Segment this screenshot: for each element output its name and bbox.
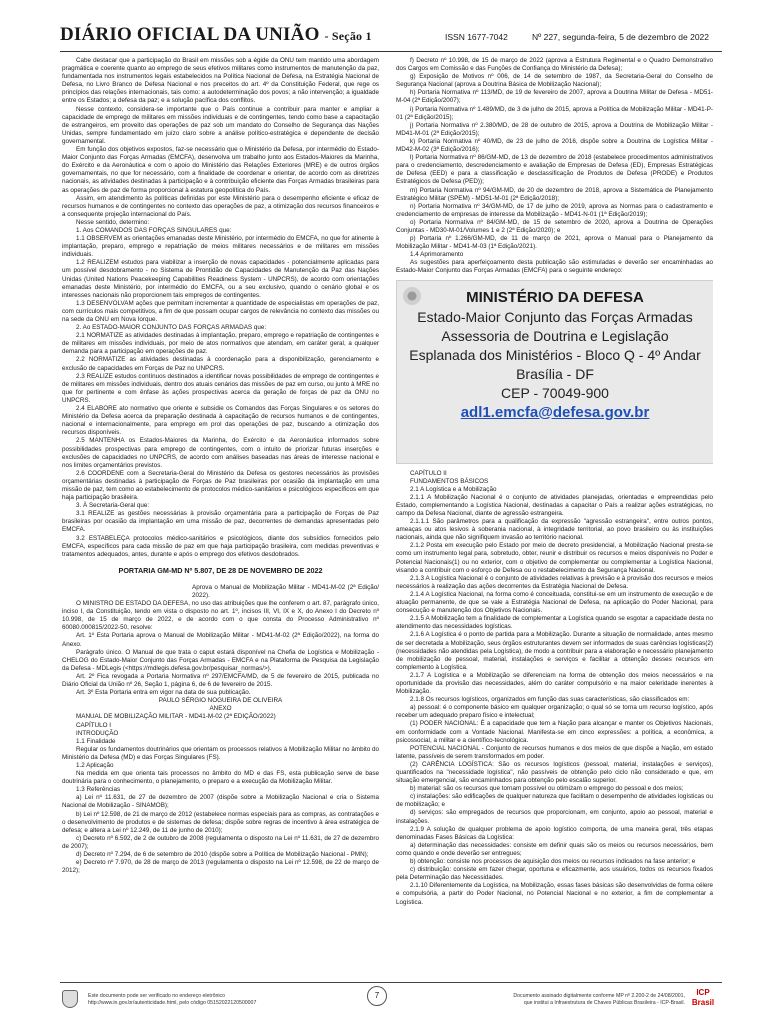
- masthead: [60, 24, 372, 46]
- paragraph: (1) PODER NACIONAL: É a capacidade que tem a Nação para alcançar e manter os Objetivos Nacionais, em conformidade com a Vontade Nacional. Manifesta-se em cinco expressões: a política, a econômica, a psicossocial, a militar e a científico-tecnológica.: [396, 720, 713, 744]
- paragraph: 1.3 DESENVOLVAM ações que permitam incrementar a quantidade de especialistas em operações de paz, com currículos mais competitivos, a fim de que possam ocupar cargos de relevância no contexto das missões ou na sede da ONU em Nova Iorque.: [62, 299, 379, 323]
- footer-right-line-1: Documento assinado digitalmente conforme MP nº 2.200-2 de 24/08/2001,: [513, 993, 685, 999]
- paragraph: Nesse sentido, determino:: [76, 218, 150, 226]
- paragraph: 2.1.4 A Logística Nacional, na forma como é conceituada, constitui-se em um instrumento de execução e de atuação permanente, de que se vale a Estratégia Nacional de Defesa, na aplicação do Poder Nacional, para consecução e manutenção dos Objetivos Nacionais.: [396, 590, 713, 615]
- paragraph: 2.1.6 A Logística é o ponto de partida para a Mobilização. Durante a situação de normalidade, antes mesmo de ser decretada a Mobilização, seus órgãos estruturantes devem ser informados de suas carências logísticas(2) (necessidades não atendidas pela Logística), de modo a contribuir para a elaboração e necessário planejamento de mobilização de pessoal, material, instalações e serviços e facilitar a obtenção desses recursos em complemento à Logística.: [396, 631, 713, 671]
- paragraph: Assim, em atendimento às políticas definidas por este Ministério para o desempenho eficiente e eficaz de recursos humanos e de contingentes no contexto das operações de paz, a otimização dos recursos financeiros e a consequente projeção internacional do País.: [62, 194, 379, 218]
- paragraph: 2.1.9 A solução de qualquer problema de apoio logístico comporta, de uma maneira geral, três etapas denominadas Fases Básicas da Logística:: [396, 825, 713, 841]
- paragraph: 3. À Secretaria-Geral que:: [76, 502, 150, 510]
- paragraph: b) material: são os recursos que tornam possível ou otimizam o emprego do pessoal e dos meios;: [410, 785, 684, 793]
- paragraph: c) Decreto nº 6.592, de 2 de outubro de 2008 (regulamenta o disposto na Lei nº 11.631, de 27 de dezembro de 2007);: [62, 834, 379, 850]
- icp-brasil-logo: ICP Brasil: [691, 988, 715, 1007]
- right-column: [396, 57, 713, 972]
- paragraph: 3.2 ESTABELEÇA protocolos médico-sanitários e psicológicos, diante dos subsídios fornecidos pelo EMCFA, específicos para cada missão de paz em que haja participação brasileira, com medidas preventivas e tratamentos adequados, antes, durante e após o emprego dos efetivos desdobrados.: [62, 534, 379, 558]
- paragraph: 2.4 ELABORE ato normativo que oriente e subsidie os Comandos das Forças Singulares e os setores do Ministério da Defesa acerca da preparação destinada à capacitação de recursos humanos e de contingentes, nacional e internacionalmente, para emprego em prol das operações de paz, buscando a otimização dos recursos disponíveis.: [62, 405, 379, 437]
- paragraph: FUNDAMENTOS BÁSICOS: [410, 477, 489, 485]
- footer-verification: [60, 993, 340, 1007]
- paragraph: PORTARIA GM-MD Nº 5.807, DE 28 DE NOVEMBRO DE 2022: [118, 565, 323, 575]
- footer-rule: [60, 982, 722, 983]
- address-line-2: Estado-Maior Conjunto das Forças Armadas: [417, 308, 693, 325]
- paragraph: CAPÍTULO I: [76, 721, 111, 729]
- paragraph: 2.1.2 Posta em execução pelo Estado por meio de decreto presidencial, a Mobilização Nacional presta-se como um instrumento legal para, sobretudo, obter, reunir e distribuir os recursos e meios disponíveis no Poder e Potencial Nacionais(1) ou no exterior, com o objetivo de complementar ou complementar a Logística Nacional, visando a contribuir com o esforço de Defesa ou o restabelecimento da Segurança Nacional.: [396, 542, 713, 574]
- paragraph: j) Portaria Normativa nº 2.380/MD, de 28 de outubro de 2015, aprova a Doutrina de Mobilização Militar - MD41-M-01 (2ª Edição/2015);: [396, 121, 713, 137]
- paragraph: 1.1 Finalidade: [76, 737, 116, 745]
- paragraph: a) Lei nº 11.631, de 27 de dezembro de 2007 (dispõe sobre a Mobilização Nacional e cria o Sistema Nacional de Mobilização - SINAMOB);: [62, 794, 379, 810]
- address-line-4: Esplanada dos Ministérios - Bloco Q - 4º Andar: [409, 346, 701, 363]
- paragraph: Art. 1º Esta Portaria aprova o Manual de Mobilização Militar - MD41-M-02 (2ª Edição/2022), na forma do Anexo.: [62, 632, 379, 648]
- paragraph: As sugestões para aperfeiçoamento desta publicação são estimuladas e deverão ser encaminhadas ao Estado-Maior Conjunto das Forças Armadas (EMCFA) para o seguinte endereço:: [396, 259, 713, 275]
- section-label: - Seção 1: [324, 29, 372, 43]
- paragraph: n) Portaria Normativa nº 34/GM-MD, de 17 de julho de 2019, aprova as Normas para o cadastramento e credenciamento de empresas de interesse da Mobilização - MD41-N-01 (1ª Edição/2019);: [396, 202, 713, 218]
- paragraph: 2.1 NORMATIZE as atividades destinadas à implantação, preparo, emprego e repatriação de contingentes e de militares em missões individuais, por meio de atos normativos que atendam, em caráter geral, a qualquer demanda para a participação em operações de paz.: [62, 332, 379, 356]
- footer-right-line-2: que institui a Infraestrutura de Chaves Públicas Brasileira - ICP-Brasil.: [523, 1000, 685, 1006]
- edition-label: Nº 227, segunda-feira, 5 de dezembro de 2022: [532, 32, 710, 42]
- paragraph: Na medida em que orienta tais processos no âmbito do MD e das FS, esta publicação serve de base doutrinária para o conhecimento, o planejamento, o preparo e a execução da Mobilização Militar.: [62, 770, 379, 786]
- paragraph: o) Portaria Normativa nº 84/GM-MD, de 15 de setembro de 2020, aprova a Doutrina de Operações Conjuntas - MD30-M-01/Volumes 1 e 2 (2ª Edição/2020); e: [396, 218, 713, 234]
- paragraph: 1. Aos COMANDOS DAS FORÇAS SINGULARES que:: [76, 226, 232, 234]
- address-line-3: Assessoria de Doutrina e Legislação: [441, 327, 669, 344]
- paragraph: Parágrafo único. O Manual de que trata o caput estará disponível na Chefia de Logística e Mobilização - CHELOG do Estado-Maior Conjunto das Forças Armadas - EMCFA e na Plataforma de Pesquisa da Legislação da Defesa - MDLegis (<https://mdlegis.defesa.gov.br/pesquisar_normas/>).: [62, 648, 379, 672]
- paragraph: 2.1.3 A Logística Nacional é o conjunto de atividades relativas à previsão e à provisão dos recursos e meios necessários à realização das ações decorrentes da Estratégia Nacional de Defesa.: [396, 574, 713, 590]
- address-box: [396, 280, 713, 464]
- left-column: [62, 57, 379, 972]
- paragraph: O MINISTRO DE ESTADO DA DEFESA, no uso das atribuições que lhe conferem o art. 87, parágrafo único, inciso I, da Constituição, tendo em vista o disposto no art. 1º, incisos III, VI, IX e X, do Anexo I do Decreto nº 10.998, de 15 de março de 2022, e de acordo com o que consta do Processo Administrativo nº 60080.000815/2022-50, resolve:: [62, 600, 379, 632]
- address-line-6: CEP - 70049-900: [501, 384, 609, 401]
- paragraph: k) Portaria Normativa nº 40/MD, de 23 de julho de 2016, dispõe sobre a Doutrina de Logística Militar - MD42-M-02 (3ª Edição/2016);: [396, 137, 713, 154]
- paragraph: POTENCIAL NACIONAL - Conjunto de recursos humanos e dos meios de que dispõe a Nação, em estado latente, passíveis de serem transformados em poder.: [396, 744, 713, 760]
- paragraph: m) Portaria Normativa nº 94/GM-MD, de 20 de dezembro de 2018, aprova a Sistemática de Planejamento Estratégico Militar (SPEM) - MD51-M-01 (2ª Edição/2018);: [396, 186, 713, 202]
- paragraph: 1.4 Aprimoramento: [410, 251, 464, 259]
- paragraph: 2.1.1 A Mobilização Nacional é o conjunto de atividades planejadas, orientadas e empreendidas pelo Estado, complementando a Logística Nacional, destinadas a capacitar o País a realizar ações estratégicas, no campo da Defesa Nacional, diante de agressão estrangeira.: [396, 493, 713, 517]
- footer-signature-note: [495, 993, 685, 1007]
- paragraph: 2. Ao ESTADO-MAIOR CONJUNTO DAS FORÇAS ARMADAS que:: [76, 324, 267, 332]
- header-rule: [60, 51, 722, 52]
- paragraph: 2.1 A Logística e a Mobilização: [410, 485, 497, 493]
- footer-left-line-1: Este documento pode ser verificado no endereço eletrônico: [88, 993, 225, 999]
- paragraph: Art. 3º Esta Portaria entra em vigor na data de sua publicação.: [76, 689, 251, 697]
- address-line-1: MINISTÉRIO DA DEFESA: [466, 288, 644, 306]
- paragraph: c) distribuição: consiste em fazer chegar, oportuna e eficazmente, aos usuários, todos os recursos fixados pela Determinação das Necessidades.: [396, 866, 713, 882]
- paragraph: i) Portaria Normativa nº 1.489/MD, de 3 de julho de 2015, aprova a Política de Mobilização Militar - MD41-P-01 (2ª Edição/2015);: [396, 105, 713, 121]
- paragraph: 2.6 COORDENE com a Secretaria-Geral do Ministério da Defesa os gestores necessários às provisões orçamentárias destinadas à participação de Forças de Paz brasileiras por ocasião da implantação em uma missão de paz, tem como ao estabelecimento de protocolos médico-sanitários e psicológicos específicos em que haja participação brasileira.: [62, 469, 379, 502]
- defense-logo-icon: [403, 287, 421, 305]
- paragraph: f) Decreto nº 10.998, de 15 de março de 2022 (aprova a Estrutura Regimental e o Quadro Demonstrativo dos Cargos em Comissão e das Funções de Confiança do Ministério da Defesa);: [396, 57, 713, 73]
- paragraph: MANUAL DE MOBILIZAÇÃO MILITAR - MD41-M-02 (2ª EDIÇÃO/2022): [76, 713, 276, 721]
- paragraph: 1.2 REALIZEM estudos para viabilizar a inserção de novas capacidades - potencialmente aplicadas para um possível desdobramento - no Sistema de Prontidão de Capacidades de Manutenção da Paz das Nações Unidas (United Nations Peacekeeping Capabilities Readiness System - UNPCRS), de acordo com orientações emanadas deste Ministério, por intermédio do EMCFA, ou a seu exclusivo, quando o cenário global e os interesses nacionais não proporcionem tais empregos de contingentes.: [62, 259, 379, 299]
- issn-label: ISSN 1677-7042: [445, 32, 508, 42]
- paragraph: 2.3 REALIZE estudos contínuos destinados a identificar novas possibilidades de emprego de contingentes e de militares em missões individuais, dentro dos atuais cenários das missões de paz em curso, ou junto à MRE no que for pertinente e com ênfase às ações prospectivas acerca da geração de forças de paz da ONU no UNPCRS.: [62, 372, 379, 404]
- masthead-title: DIÁRIO OFICIAL DA UNIÃO: [60, 24, 320, 45]
- right-column-top: [396, 57, 713, 276]
- paragraph: e) Decreto nº 7.970, de 28 de março de 2013 (regulamenta o disposto na Lei nº 12.598, de 22 de março de 2012);: [62, 859, 379, 875]
- address-line-5: Brasília - DF: [516, 365, 594, 382]
- paragraph: 1.2 Aplicação: [76, 761, 114, 769]
- paragraph: Regular os fundamentos doutrinários que orientam os processos relativos à Mobilização Militar no âmbito do Ministério da Defesa (MD) e das Forças Singulares (FS).: [62, 745, 379, 761]
- right-column-bottom: [396, 470, 713, 907]
- paragraph: Em função dos objetivos expostos, faz-se necessário que o Ministério da Defesa, por intermédio do Estado-Maior Conjunto das Forças Armadas (EMCFA), desenvolva um trabalho junto aos Estados-Maiores da Marinha, do Exército e da Aeronáutica e com o apoio do Ministério das Relações Exteriores (MRE) e de outros órgãos governamentais, no que for necessário, com a finalidade de coordenar e orientar, de acordo com as diretrizes nacionais, as atividades destinadas à participação e à contribuição eficiente das Forças Armadas brasileiras para as operações de paz de forma proporcional à estatura geopolítica do País.: [62, 146, 379, 194]
- paragraph: ANEXO: [209, 705, 232, 713]
- paragraph: g) Exposição de Motivos nº 006, de 14 de setembro de 1987, da Secretaria-Geral do Conselho de Segurança Nacional (aprova a Doutrina Básica de Mobilização Nacional);: [396, 73, 713, 89]
- paragraph: d) serviços: são empregados de recursos que proporcionam, em conjunto, apoio ao pessoal, material e instalações.: [396, 809, 713, 825]
- paragraph: d) Decreto nº 7.294, de 6 de setembro de 2010 (dispõe sobre a Política de Mobilização Nacional - PMN);: [76, 851, 369, 858]
- paragraph: Art. 2º Fica revogada a Portaria Normativa nº 297/EMCFA/MD, de 5 de fevereiro de 2015, publicada no Diário Oficial da União nº 26, Seção 1, página 6, de 6 de fevereiro de 2015.: [62, 672, 379, 689]
- paragraph: 2.1.7 A Logística e a Mobilização se diferenciam na forma de obtenção dos meios necessários e na oportunidade da provisão das necessidades, além do caráter compulsório e na maior celeridade inerentes à Mobilização.: [396, 671, 713, 696]
- footer-left-line-2[interactable]: http://www.in.gov.br/autenticidade.html, pelo código 05152022120500007: [88, 1000, 257, 1006]
- paragraph: 2.1.10 Diferentemente da Logística, na Mobilização, essas fases básicas são desenvolvidas de forma célere e compulsória, a partir do Poder Nacional, no Potencial Nacional e no exterior, a fim de complementar a Logística.: [396, 882, 713, 906]
- paragraph: Nesse contexto, considera-se importante que o País continue a contribuir para manter e ampliar a capacidade de emprego de militares em missões individuais e de contingentes, tendo como base a capacitação de estrangeiros, em proveito das operações de paz sob um mandato do Conselho de Segurança das Nações Unidas, sempre fundamentado em juízo claro sobre a análise político-estratégica e dependente de decisão governamental.: [62, 105, 379, 145]
- paragraph: p) Portaria nº 1.266/GM-MD, de 11 de março de 2021, aprova o Manual para o Planejamento da Mobilização Militar - MD41-M-03 (1ª Edição/2021).: [396, 235, 713, 251]
- paragraph: l) Portaria Normativa nº 86/GM-MD, de 13 de dezembro de 2018 (estabelece procedimentos administrativos para o credenciamento, descredenciamento e avaliação de Empresas de Defesa (ED), Empresas Estratégicas de Defesa (EED) e para a classificação e desclassificação de Produtos de Defesa (PRODE) e Produtos Estratégicos de Defesa (PED));: [396, 154, 713, 186]
- paragraph: 2.2 NORMATIZE as atividades destinadas à coordenação para a disponibilização, gerenciamento e exclusão de capacidades em Forças de Paz no UNPCRS.: [62, 356, 379, 372]
- paragraph: Aprova o Manual de Mobilização Militar - MD41-M-02 (2ª Edição/ 2022).: [192, 583, 379, 599]
- page-number: 7: [367, 986, 387, 1006]
- paragraph: 1.3 Referências: [76, 786, 121, 794]
- contact-email-link[interactable]: adl1.emcfa@defesa.gov.br: [460, 403, 650, 421]
- paragraph: CAPÍTULO II: [410, 469, 447, 477]
- paragraph: 2.1.8 Os recursos logísticos, organizados em função das suas características, são classificados em:: [410, 696, 690, 704]
- page-header: [60, 22, 720, 52]
- paragraph: a) determinação das necessidades: consiste em definir quais são os meios ou recursos necessários, bem como quando e onde deverão ser entregues;: [396, 841, 713, 857]
- paragraph: 3.1 REALIZE as gestões necessárias à provisão orçamentária para a participação de Forças de Paz brasileiras por ocasião da implantação em uma missão de paz, decorrentes de demandas apresentadas pelo EMCFA.: [62, 510, 379, 534]
- paragraph: 2.5 MANTENHA os Estados-Maiores da Marinha, do Exército e da Aeronáutica informados sobre possibilidades prospectivas para emprego de contingentes, com o intuito de priorizar futuras inserções e exclusões de capacidades no UNPCRS, de acordo com análises baseadas nas áreas de interesse nacional e nos limites orçamentários previstos.: [62, 437, 379, 469]
- paragraph: b) Lei nº 12.598, de 21 de março de 2012 (estabelece normas especiais para as compras, as contratações e o desenvolvimento de produtos e de sistemas de defesa; dispõe sobre regras de incentivo à área estratégica de defesa; e altera a Lei nº 12.249, de 11 de junho de 2010);: [62, 810, 379, 834]
- paragraph: PAULO SÉRGIO NOGUEIRA DE OLIVEIRA: [158, 697, 283, 705]
- paragraph: c) instalações: são edificações de qualquer natureza que facilitam o desempenho de atividades logísticas ou de mobilização; e: [396, 793, 713, 809]
- paragraph: INTRODUÇÃO: [76, 729, 119, 737]
- paragraph: Cabe destacar que a participação do Brasil em missões sob a égide da ONU tem mantido uma abordagem pragmática e coerente quanto ao emprego de seus efetivos militares como instrumentos de manutenção da paz, fundamentada nos instrumentos legais estabelecidos na Política Nacional de Defesa, na Estratégia Nacional de Defesa, no Livro Branco de Defesa Nacional e nos preceitos do art. 4º da Constituição Federal, que rege os princípios das relações internacionais, tais como: a autodeterminação dos povos; a não intervenção; a igualdade entre os Estados; a defesa da paz; e a solução pacífica dos conflitos.: [62, 57, 379, 105]
- paragraph: 2.1.1.1 São parâmetros para a qualificação da expressão "agressão estrangeira", entre outros pontos, ameaças ou atos lesivos à soberania nacional, à integridade territorial, ao povo brasileiro ou às instituições nacionais, ainda que não signifiquem invasão ao território nacional.: [396, 518, 713, 542]
- paragraph: a) pessoal: é o componente básico em qualquer organização; o qual só se torna um recurso logístico, após receber um adequado preparo físico e intelectual;: [396, 704, 713, 720]
- paragraph: h) Portaria Normativa nº 113/MD, de 19 de fevereiro de 2007, aprova a Doutrina Militar de Defesa - MD51-M-04 (2ª Edição/2007);: [396, 89, 713, 105]
- paragraph: 2.1.5 A Mobilização tem a finalidade de complementar a Logística quando se esgotar a capacidade desta no atendimento das necessidades logísticas.: [396, 615, 713, 631]
- paragraph: 1.1 OBSERVEM as orientações emanadas deste Ministério, por intermédio do EMCFA, no que for atinente à implantação, preparo, emprego e repatriação de meios militares necessários e de militares em missões individuais.: [62, 235, 379, 259]
- paragraph: (2) CARÊNCIA LOGÍSTICA: São os recursos logísticos (pessoal, material, instalações e serviços), quantificados na "necessidade logística", não passíveis de obtenção pelo ciclo não considerado e que, em situação emergencial, são encaminhados para obtenção pelo escalão superior.: [396, 760, 713, 785]
- paragraph: b) obtenção: consiste nos processos de aquisição dos meios ou recursos indicados na fase anterior; e: [410, 858, 696, 866]
